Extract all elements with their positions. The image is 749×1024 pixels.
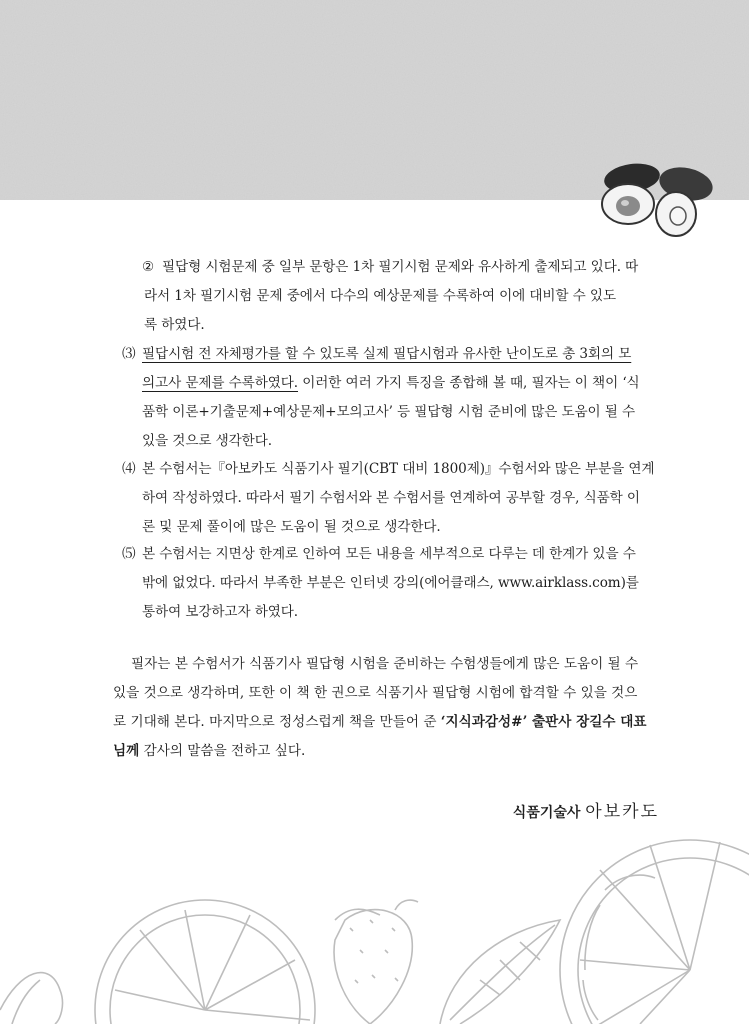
paragraph-line: 감사의 말씀을 전하고 싶다. <box>139 743 306 759</box>
item-number: ⑸ <box>122 546 136 562</box>
avocado-illustration <box>598 156 716 238</box>
item-number: ⑶ <box>122 346 136 362</box>
list-item-4 <box>122 455 654 542</box>
signature-name: 아보카도 <box>585 802 659 822</box>
item-line: 라서 1차 필기시험 문제 중에서 다수의 예상문제를 수록하여 이에 대비할 수 있도 <box>144 288 616 304</box>
item-number: ② <box>142 259 155 275</box>
list-item-2 <box>142 253 638 340</box>
paragraph-line: 필자는 본 수험서가 식품기사 필답형 시험을 준비하는 수험생들에게 많은 도움이 될 수 <box>131 656 639 672</box>
closing-paragraph <box>113 650 673 766</box>
signature-title: 식품기술사 <box>512 805 581 821</box>
author-signature <box>513 797 659 822</box>
item-number: ⑷ <box>122 461 136 477</box>
item-line: 있을 것으로 생각한다. <box>142 433 272 449</box>
item-line: 밖에 없었다. 따라서 부족한 부분은 인터넷 강의(에어클래스, www.airklass.com)를 <box>142 575 639 591</box>
item-line-underlined: 의고사 문제를 수록하였다. <box>142 375 299 391</box>
item-line: 하여 작성하였다. 따라서 필기 수험서와 본 수험서를 연계하여 공부할 경우, 식품학 이 <box>142 490 640 506</box>
item-line: 필답형 시험문제 중 일부 문항은 1차 필기시험 문제와 유사하게 출제되고 있다. 따 <box>162 259 639 275</box>
item-line: 본 수험서는『아보카도 식품기사 필기(CBT 대비 1800제)』수험서와 많은 부분을 연계 <box>142 461 655 477</box>
item-line: 록 하였다. <box>144 317 205 333</box>
item-line: 통하여 보강하고자 하였다. <box>142 604 299 620</box>
publisher-acknowledgement: ‘지식과감성#’ 출판사 장길수 대표 <box>440 714 647 730</box>
item-line-underlined: 필답시험 전 자체평가를 할 수 있도록 실제 필답시험과 유사한 난이도로 총 3회의 모 <box>142 346 632 362</box>
honorific: 님께 <box>113 743 140 759</box>
paragraph-line: 로 기대해 본다. 마지막으로 정성스럽게 책을 만들어 준 <box>113 714 441 730</box>
item-line: 론 및 문제 풀이에 많은 도움이 될 것으로 생각한다. <box>142 519 441 535</box>
fruit-line-illustration <box>0 820 749 1024</box>
item-line: 품학 이론+기출문제+예상문제+모의고사’ 등 필답형 시험 준비에 많은 도움이 될 수 <box>142 404 636 420</box>
paragraph-line: 있을 것으로 생각하며, 또한 이 책 한 권으로 식품기사 필답형 시험에 합격할 수 있을 것으 <box>113 685 638 701</box>
list-item-3 <box>122 340 640 456</box>
item-line: 본 수험서는 지면상 한계로 인하여 모든 내용을 세부적으로 다루는 데 한계가 있을 수 <box>142 546 636 562</box>
item-line: 이러한 여러 가지 특징을 종합해 볼 때, 필자는 이 책이 ‘식 <box>298 375 640 391</box>
list-item-5 <box>122 540 639 627</box>
